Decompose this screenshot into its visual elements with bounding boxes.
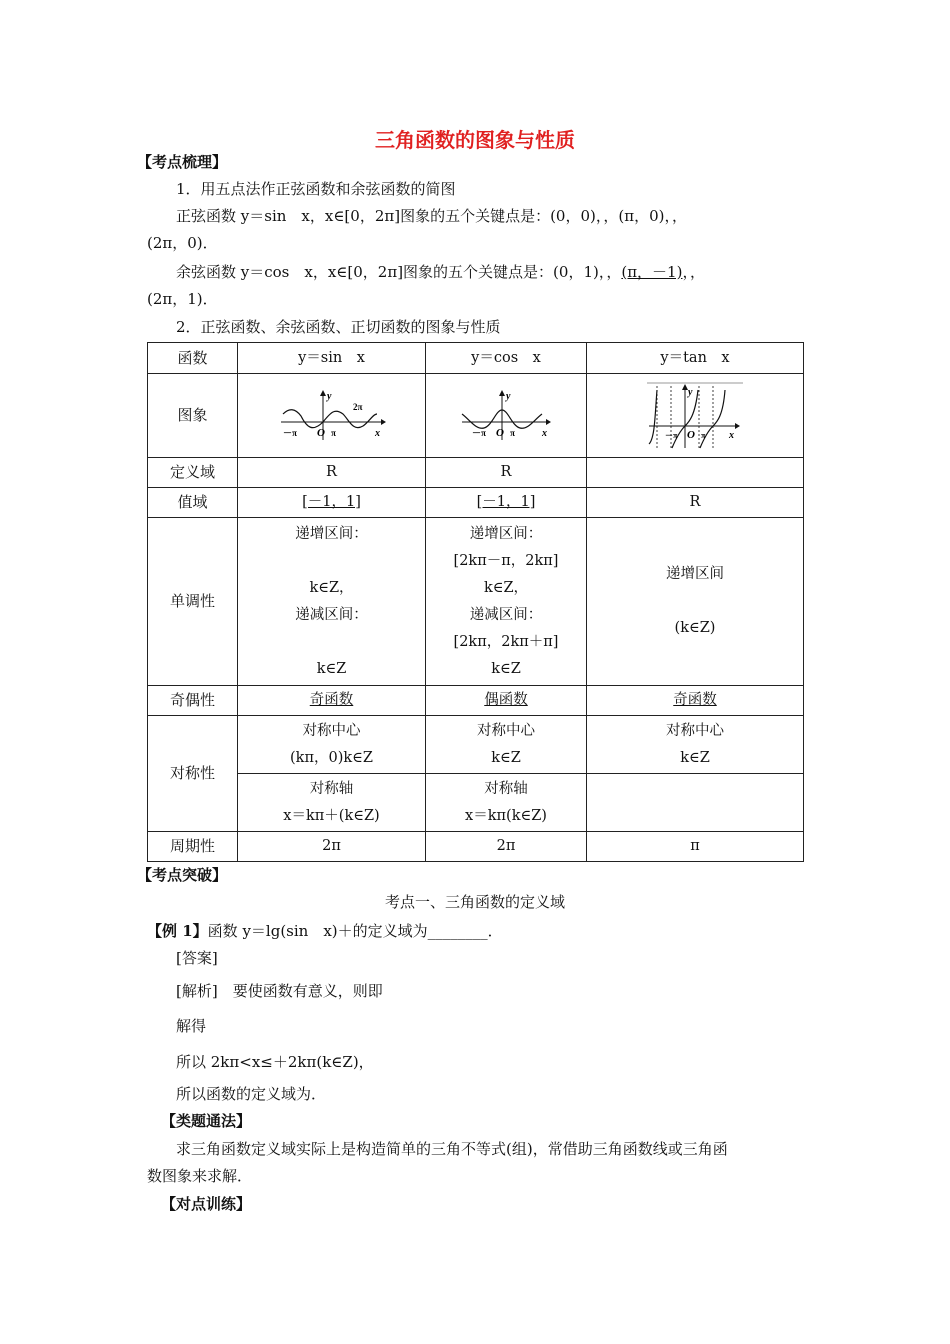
mono-sin-line: k∈Z，	[309, 579, 354, 596]
sin-graph	[277, 388, 387, 444]
method-line-1: 求三角函数定义域实际上是构造简单的三角不等式(组)，常借助三角函数线或三角函	[176, 1140, 728, 1158]
sin-graph-y-label: y	[326, 390, 331, 402]
mono-sin-line: 递减区间：	[295, 606, 368, 623]
sin-graph-cell	[238, 374, 426, 458]
cos-keypoints-line-2: (2π，1)．	[147, 290, 218, 308]
table-row-graph	[148, 374, 804, 458]
section-practice-heading: 【对点训练】	[161, 1195, 252, 1213]
mono-cos-line: 递增区间：	[469, 525, 543, 542]
table-row-monotonic	[148, 518, 804, 686]
example-1-tag: 【例 1】	[147, 922, 208, 940]
row-label-range: 值域	[148, 488, 238, 518]
header-tan: y＝tan x	[587, 343, 804, 374]
cos-graph-origin: O	[496, 426, 504, 439]
page-title: 三角函数的图象与性质	[375, 128, 575, 152]
parity-tan: 奇函数	[673, 692, 717, 708]
cos-keypoint-answer: (π，－1)	[621, 263, 683, 281]
cos-graph-pi: π	[510, 427, 515, 438]
sym-center-tan	[587, 716, 804, 774]
mono-sin	[238, 518, 426, 686]
range-cos: [－1，1]	[476, 494, 536, 510]
sin-keypoints-line: 正弦函数 y＝sin x，x∈[0，2π]图象的五个关键点是：(0，0)，，(π，0)，，	[176, 207, 687, 225]
trig-properties-table	[147, 342, 804, 862]
conclusion-line-2: 所以函数的定义域为．	[176, 1085, 327, 1103]
section-review-heading: 【考点梳理】	[137, 153, 228, 171]
mono-sin-line: 递增区间：	[295, 525, 368, 542]
cos-graph-y-label: y	[506, 390, 511, 402]
sym-center-cos-value: k∈Z	[491, 749, 521, 766]
cos-keypoints-line	[176, 261, 705, 282]
mono-cos-line: 递减区间：	[469, 606, 543, 623]
sym-axis-sin-label: 对称轴	[309, 780, 354, 797]
period-tan: π	[587, 832, 804, 862]
sym-center-cos-label: 对称中心	[477, 722, 535, 739]
header-cos: y＝cos x	[426, 343, 587, 374]
table-row-parity	[148, 686, 804, 716]
tan-graph-neg-pi-half: －π	[665, 430, 678, 440]
table-row-range	[148, 488, 804, 518]
sym-axis-sin-value: x＝kπ＋(k∈Z)	[283, 807, 380, 824]
row-label-monotonic: 单调性	[148, 518, 238, 686]
review-item-2: 2．正弦函数、余弦函数、正切函数的图象与性质	[176, 318, 501, 336]
conclusion-line-1: 所以 2kπ<x≤＋2kπ(k∈Z)，	[176, 1053, 374, 1071]
sym-center-tan-label: 对称中心	[666, 722, 724, 739]
tan-graph-pi-half: π	[701, 430, 706, 440]
row-label-period: 周期性	[148, 832, 238, 862]
mono-tan-line: (k∈Z)	[674, 620, 716, 636]
mono-tan	[587, 518, 804, 686]
sym-center-sin-value: (kπ，0)k∈Z	[290, 749, 373, 766]
cos-keypoints-tail: ，，	[682, 263, 705, 281]
domain-cos: R	[426, 458, 587, 488]
table-row-domain	[148, 458, 804, 488]
mono-cos	[426, 518, 587, 686]
answer-label: [答案]	[176, 949, 218, 967]
table-row-symmetry-center	[148, 716, 804, 774]
sin-graph-neg-pi: －π	[282, 427, 297, 438]
tan-graph-x-label: x	[729, 429, 734, 441]
sym-axis-cos-value: x＝kπ(k∈Z)	[465, 807, 547, 824]
sin-graph-origin: O	[316, 426, 325, 439]
tan-graph-cell	[587, 374, 804, 458]
sym-axis-tan	[587, 774, 804, 832]
sin-graph-2pi: 2π	[352, 401, 362, 412]
sin-graph-x-label: x	[374, 427, 380, 439]
row-label-domain: 定义域	[148, 458, 238, 488]
row-label-graph: 图象	[148, 374, 238, 458]
sym-center-cos	[426, 716, 587, 774]
cos-graph-neg-pi: －π	[472, 427, 486, 438]
table-row-period	[148, 832, 804, 862]
analysis-line: [解析] 要使函数有意义，则即	[176, 982, 383, 1000]
sym-center-sin-label: 对称中心	[302, 722, 361, 739]
sym-center-sin	[238, 716, 426, 774]
row-label-parity: 奇偶性	[148, 686, 238, 716]
sym-axis-cos-label: 对称轴	[484, 780, 528, 797]
header-function: 函数	[148, 343, 238, 374]
mono-tan-line: 递增区间	[666, 566, 724, 582]
domain-sin: R	[238, 458, 426, 488]
method-line-2: 数图象来求解．	[147, 1167, 253, 1185]
cos-graph-cell	[426, 374, 587, 458]
range-sin: [－1，1]	[302, 494, 361, 510]
table-row-symmetry-axis	[148, 774, 804, 832]
header-sin: y＝sin x	[238, 343, 426, 374]
section-breakthrough-heading: 【考点突破】	[137, 866, 228, 884]
mono-sin-line	[238, 629, 425, 656]
row-label-symmetry: 对称性	[148, 716, 238, 832]
parity-cos: 偶函数	[484, 692, 528, 708]
mono-sin-line: k∈Z	[316, 660, 347, 677]
mono-cos-line: k∈Z，	[483, 579, 529, 596]
sin-keypoints-line-2: (2π，0)．	[147, 234, 218, 252]
cos-keypoints-text: 余弦函数 y＝cos x，x∈[0，2π]图象的五个关键点是：(0，1)，，	[176, 263, 622, 281]
sym-axis-sin	[238, 774, 426, 832]
point-1-heading: 考点一、三角函数的定义域	[384, 893, 565, 911]
parity-sin: 奇函数	[309, 692, 354, 708]
domain-tan	[587, 458, 804, 488]
range-tan: R	[587, 488, 804, 518]
example-1	[147, 920, 503, 941]
cos-graph	[458, 388, 554, 444]
solve-line: 解得	[176, 1017, 207, 1035]
sym-axis-cos	[426, 774, 587, 832]
cos-graph-x-label: x	[542, 427, 547, 439]
mono-sin-line	[238, 548, 425, 575]
mono-cos-line: [2kπ，2kπ＋π]	[453, 633, 559, 650]
tan-graph-origin: O	[687, 428, 695, 441]
period-cos: 2π	[426, 832, 587, 862]
review-item-1: 1．用五点法作正弦函数和余弦函数的简图	[176, 180, 456, 198]
sin-graph-pi: π	[330, 427, 336, 438]
tan-graph-y-label: y	[688, 386, 693, 398]
section-method-heading: 【类题通法】	[161, 1112, 252, 1130]
mono-tan-line	[587, 588, 803, 615]
mono-cos-line: [2kπ－π，2kπ]	[453, 552, 559, 569]
sym-center-tan-value: k∈Z	[680, 749, 710, 766]
example-1-text: 函数 y＝lg(sin x)＋的定义域为________．	[207, 922, 503, 940]
tan-graph	[645, 382, 745, 450]
mono-cos-line: k∈Z	[491, 660, 521, 677]
table-header-row	[148, 343, 804, 374]
period-sin: 2π	[238, 832, 426, 862]
